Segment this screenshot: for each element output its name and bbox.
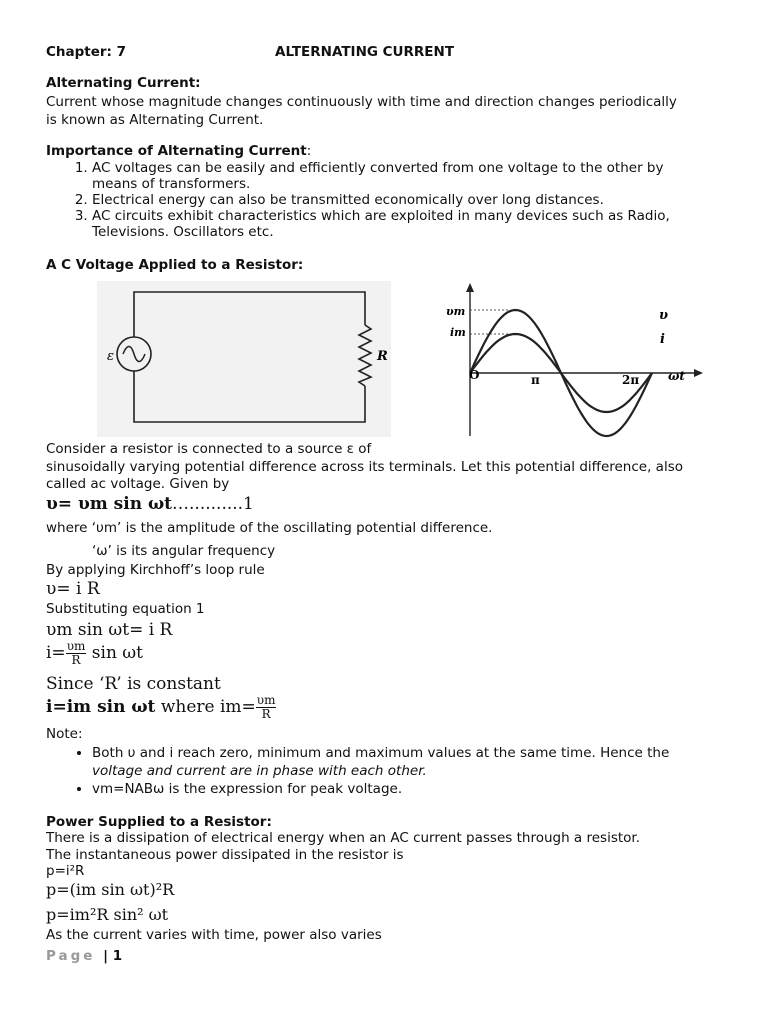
page-word: Page — [46, 948, 96, 964]
importance-heading-row — [46, 143, 311, 159]
page-number: | 1 — [103, 948, 123, 964]
resistor-label: R — [377, 349, 388, 364]
substituting-line: Substituting equation 1 — [46, 601, 205, 617]
equation-4-left: i= — [46, 643, 66, 663]
power-equation-2: p=(im sin ωt)²R — [46, 880, 175, 899]
two-pi-label: 2π — [622, 373, 640, 387]
equation-4-denominator: R — [71, 653, 81, 667]
omega-t-axis-label: ωt — [668, 369, 685, 383]
note-item: • vm=NABω is the expression for peak voltage. — [92, 781, 752, 799]
importance-item: 2. Electrical energy can also be transmitted economically over long distances. — [92, 192, 752, 208]
consider-line-1: Consider a resistor is connected to a source ε of — [46, 441, 372, 457]
graph-x-arrow — [694, 369, 703, 377]
note-item: • Both υ and i reach zero, minimum and maximum values at the same time. Hence the voltage and current are in phase with each other. — [92, 745, 752, 780]
kirchhoff-line: By applying Kirchhoff’s loop rule — [46, 562, 265, 578]
importance-heading: Importance of Alternating Current — [46, 143, 307, 159]
ac-definition-line-2: is known as Alternating Current. — [46, 112, 264, 128]
equation-5-where: where im= — [155, 697, 256, 717]
equation-1-tag: …..........1 — [172, 494, 254, 514]
importance-item: 1. AC voltages can be easily and efficiently converted from one voltage to the other by means of transformers. — [92, 160, 752, 192]
equation-3: υm sin ωt= i R — [46, 620, 173, 640]
equation-5-fraction — [256, 694, 277, 721]
equation-4-right: sin ωt — [86, 643, 143, 663]
pi-label: π — [531, 373, 540, 387]
importance-list — [46, 160, 752, 240]
im-label: im — [450, 326, 466, 339]
v-curve-label: υ — [659, 308, 669, 323]
chapter-label: Chapter: 7 — [46, 44, 127, 60]
emf-label: ε — [107, 349, 114, 364]
equation-1-main: υ= υm sin ωt — [46, 494, 173, 514]
equation-4 — [46, 640, 143, 667]
power-line-2: The instantaneous power dissipated in the resistor is — [46, 847, 404, 863]
power-line-1: There is a dissipation of electrical energy when an AC current passes through a resistor. — [46, 830, 641, 846]
equation-4-numerator: υm — [66, 639, 86, 653]
note-label: Note: — [46, 726, 83, 742]
where-amplitude-line: where ‘υm’ is the amplitude of the oscillating potential difference. — [46, 520, 493, 536]
note-list — [46, 745, 752, 800]
vm-label: υm — [446, 305, 466, 318]
equation-4-fraction — [66, 640, 87, 667]
power-equation-3: p=im²R sin² ωt — [46, 905, 169, 924]
power-final-line: As the current varies with time, power also varies — [46, 927, 382, 943]
equation-5-denominator: R — [261, 707, 271, 721]
origin-label: O — [469, 368, 480, 382]
ac-heading: Alternating Current: — [46, 75, 201, 91]
importance-item: 3. AC circuits exhibit characteristics which are exploited in many devices such as Radio, Televisions. Oscillators etc. — [92, 208, 752, 240]
consider-line-3: called ac voltage. Given by — [46, 476, 230, 492]
equation-1 — [46, 494, 254, 514]
equation-5 — [46, 694, 276, 721]
graph-y-arrow — [466, 283, 474, 292]
voltage-current-graph — [440, 280, 710, 440]
equation-5-main: i=im sin ωt — [46, 697, 156, 717]
page-title: ALTERNATING CURRENT — [275, 44, 455, 60]
angular-frequency-line: ‘ω’ is its angular frequency — [92, 543, 276, 559]
equation-5-numerator: υm — [256, 693, 276, 707]
power-equation-1: p=i²R — [46, 863, 85, 879]
resistor-section-heading: A C Voltage Applied to a Resistor: — [46, 257, 304, 273]
circuit-diagram — [97, 281, 391, 437]
equation-2: υ= i R — [46, 579, 100, 599]
ac-definition-line-1: Current whose magnitude changes continuously with time and direction changes periodically — [46, 94, 677, 110]
page-footer — [46, 948, 122, 964]
power-section-heading: Power Supplied to a Resistor: — [46, 814, 272, 830]
consider-line-2: sinusoidally varying potential difference across its terminals. Let this potential difference, also — [46, 459, 683, 475]
since-constant-line: Since ‘R’ is constant — [46, 674, 221, 694]
i-curve-label: i — [660, 332, 665, 347]
importance-colon: : — [306, 143, 312, 159]
